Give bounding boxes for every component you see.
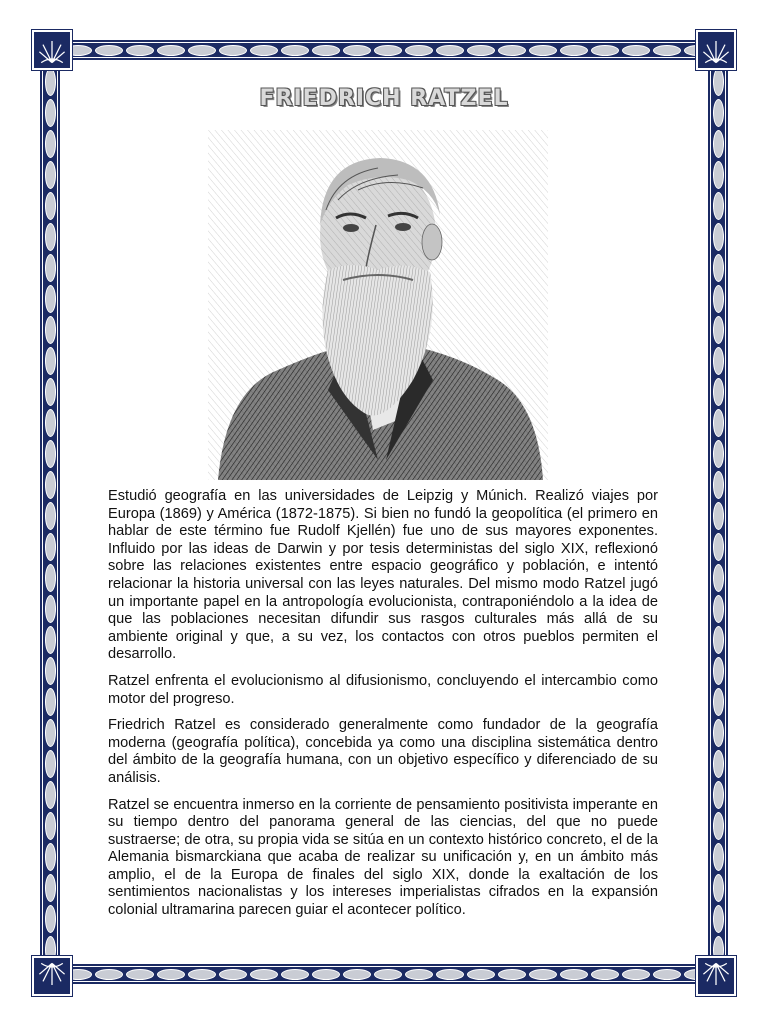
frame-link <box>713 874 724 902</box>
frame-link <box>45 843 56 871</box>
border-top <box>60 40 708 60</box>
frame-link <box>713 905 724 933</box>
frame-link <box>405 969 433 980</box>
frame-link <box>219 969 247 980</box>
frame-link <box>713 626 724 654</box>
frame-link <box>713 564 724 592</box>
frame-link <box>713 843 724 871</box>
corner-ornament-icon <box>32 30 72 70</box>
frame-link <box>622 969 650 980</box>
frame-link <box>560 969 588 980</box>
paragraph: Friedrich Ratzel es considerado generalmente como fundador de la geografía moderna (geografía política), concebida ya como una disciplina sistemática dentro del ámbito de la geografía humana, con un objetivo específico y diferenciado de su análisis. <box>108 717 658 786</box>
frame-link <box>126 45 154 56</box>
frame-link <box>467 969 495 980</box>
frame-link <box>374 45 402 56</box>
frame-link <box>713 409 724 437</box>
frame-link <box>713 254 724 282</box>
frame-link <box>45 719 56 747</box>
frame-link <box>157 45 185 56</box>
frame-link <box>713 130 724 158</box>
frame-link <box>45 254 56 282</box>
frame-link <box>653 45 681 56</box>
frame-link <box>45 874 56 902</box>
frame-link <box>436 969 464 980</box>
frame-link <box>713 161 724 189</box>
frame-link <box>45 595 56 623</box>
article-body <box>108 488 658 929</box>
frame-link <box>45 440 56 468</box>
frame-link <box>713 316 724 344</box>
frame-link <box>713 471 724 499</box>
border-bottom <box>60 964 708 984</box>
frame-link <box>713 750 724 778</box>
frame-link <box>250 969 278 980</box>
frame-link <box>436 45 464 56</box>
frame-link <box>374 969 402 980</box>
frame-link <box>529 45 557 56</box>
frame-link <box>713 502 724 530</box>
frame-link <box>45 316 56 344</box>
paragraph: Ratzel se encuentra inmerso en la corriente de pensamiento positivista imperante en su tiempo dentro del panorama general de las ciencias, del que no puede sustraerse; de otra, su propia vida se sitúa en un contexto histórico concreto, el de la Alemania bismarckiana que acaba de realizar su unificación y, en un ámbito más amplio, el de la Europa de finales del siglo XIX, donde la exaltación de los sentimientos nacionalistas y los intereses imperialistas cifrados en la expansión colonial ultramarina parecen guiar el acontecer político. <box>108 796 658 919</box>
frame-link <box>45 502 56 530</box>
frame-link <box>713 719 724 747</box>
frame-link <box>713 812 724 840</box>
frame-link <box>713 688 724 716</box>
frame-link <box>622 45 650 56</box>
frame-link <box>45 161 56 189</box>
frame-link <box>45 781 56 809</box>
frame-link <box>45 471 56 499</box>
frame-link <box>188 969 216 980</box>
paragraph: Estudió geografía en las universidades de Leipzig y Múnich. Realizó viajes por Europa (1869) y América (1872-1875). Si bien no fundó la geopolítica (el primero en hablar de este término fue Rudolf Kjellén) fue uno de sus mayores exponentes. Influido por las ideas de Darwin y por tesis deterministas del siglo XIX, reflexionó sobre las relaciones existentes entre espacio geográfico y población, e intentó relacionar la historia universal con las leyes naturales. Del mismo modo Ratzel jugó un importante papel en la antropología evolucionista, contraponiéndolo a la idea de que las poblaciones necesitan difundir sus rasgos culturales más allá de su ambiente original y que, a su vez, los contactos con otros pueblos permiten el desarrollo. <box>108 488 658 663</box>
border-right <box>708 64 728 960</box>
frame-link <box>219 45 247 56</box>
frame-link <box>45 812 56 840</box>
frame-link <box>713 347 724 375</box>
frame-link <box>713 533 724 561</box>
frame-link <box>713 595 724 623</box>
frame-link <box>467 45 495 56</box>
corner-ornament-icon <box>696 956 736 996</box>
frame-link <box>281 45 309 56</box>
frame-link <box>713 440 724 468</box>
frame-link <box>498 969 526 980</box>
frame-link <box>45 130 56 158</box>
frame-link <box>529 969 557 980</box>
border-left <box>40 64 60 960</box>
frame-link <box>45 657 56 685</box>
frame-link <box>45 378 56 406</box>
frame-link <box>713 192 724 220</box>
frame-link <box>45 688 56 716</box>
frame-link <box>343 45 371 56</box>
frame-link <box>498 45 526 56</box>
frame-link <box>126 969 154 980</box>
frame-link <box>45 533 56 561</box>
frame-link <box>95 969 123 980</box>
frame-link <box>312 45 340 56</box>
frame-link <box>713 285 724 313</box>
frame-link <box>45 285 56 313</box>
frame-link <box>45 626 56 654</box>
frame-link <box>713 657 724 685</box>
corner-ornament-icon <box>696 30 736 70</box>
frame-link <box>591 969 619 980</box>
frame-link <box>157 969 185 980</box>
frame-link <box>713 378 724 406</box>
frame-link <box>45 409 56 437</box>
frame-link <box>188 45 216 56</box>
frame-link <box>713 781 724 809</box>
frame-link <box>405 45 433 56</box>
frame-link <box>45 192 56 220</box>
frame-link <box>653 969 681 980</box>
frame-link <box>45 347 56 375</box>
frame-link <box>45 905 56 933</box>
frame-link <box>45 750 56 778</box>
frame-link <box>312 969 340 980</box>
portrait-image <box>208 130 548 480</box>
paragraph: Ratzel enfrenta el evolucionismo al difusionismo, concluyendo el intercambio como motor del progreso. <box>108 672 658 707</box>
frame-link <box>343 969 371 980</box>
frame-link <box>281 969 309 980</box>
frame-link <box>45 564 56 592</box>
frame-link <box>250 45 278 56</box>
page-title: FRIEDRICH RATZEL <box>259 86 509 111</box>
frame-link <box>713 223 724 251</box>
frame-link <box>591 45 619 56</box>
corner-ornament-icon <box>32 956 72 996</box>
frame-link <box>45 223 56 251</box>
frame-link <box>95 45 123 56</box>
frame-link <box>560 45 588 56</box>
